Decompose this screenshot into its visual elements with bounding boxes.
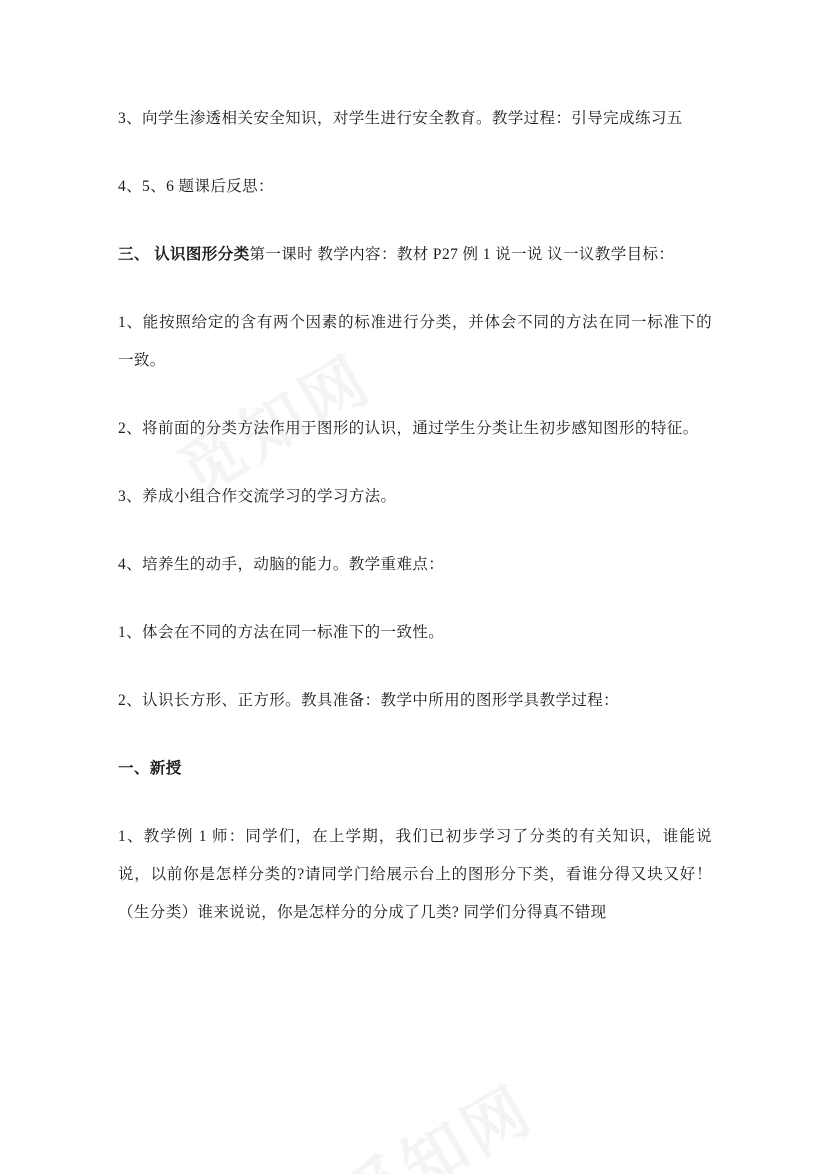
section-title-rest: 第一课时 教学内容：教材 P27 例 1 说一说 议一议教学目标：	[249, 246, 675, 263]
paragraph-11: 1、教学例 1 师：同学们，在上学期，我们已初步学习了分类的有关知识，谁能说说，以前你是怎样分类的?请同学门给展示台上的图形分下类，看谁分得又块又好！（生分类）谁来说说，你是怎样分的分成了几类? 同学们分得真不错现	[118, 828, 712, 921]
paragraph-8: 1、体会在不同的方法在同一标准下的一致性。	[118, 624, 445, 641]
document-body	[118, 100, 712, 932]
paragraph-2: 4、5、6 题课后反思：	[118, 178, 274, 195]
watermark-text	[321, 1059, 549, 1174]
paragraph-5: 2、将前面的分类方法作用于图形的认识，通过学生分类让生初步感知图形的特征。	[118, 420, 699, 437]
paragraph-1: 3、向学生渗透相关安全知识，对学生进行安全教育。教学过程：引导完成练习五	[118, 110, 683, 127]
subsection-heading: 一、新授	[118, 760, 182, 777]
paragraph-7: 4、培养生的动手，动脑的能力。教学重难点：	[118, 556, 445, 573]
paragraph-4: 1、能按照给定的含有两个因素的标准进行分类，并体会不同的方法在同一标准下的一致。	[118, 314, 712, 369]
paragraph-9: 2、认识长方形、正方形。教具准备：教学中所用的图形学具教学过程：	[118, 692, 620, 709]
section-title-bold: 三、 认识图形分类	[118, 246, 250, 263]
paragraph-6: 3、养成小组合作交流学习的学习方法。	[118, 488, 397, 505]
paragraph-3-section-heading	[118, 236, 712, 274]
